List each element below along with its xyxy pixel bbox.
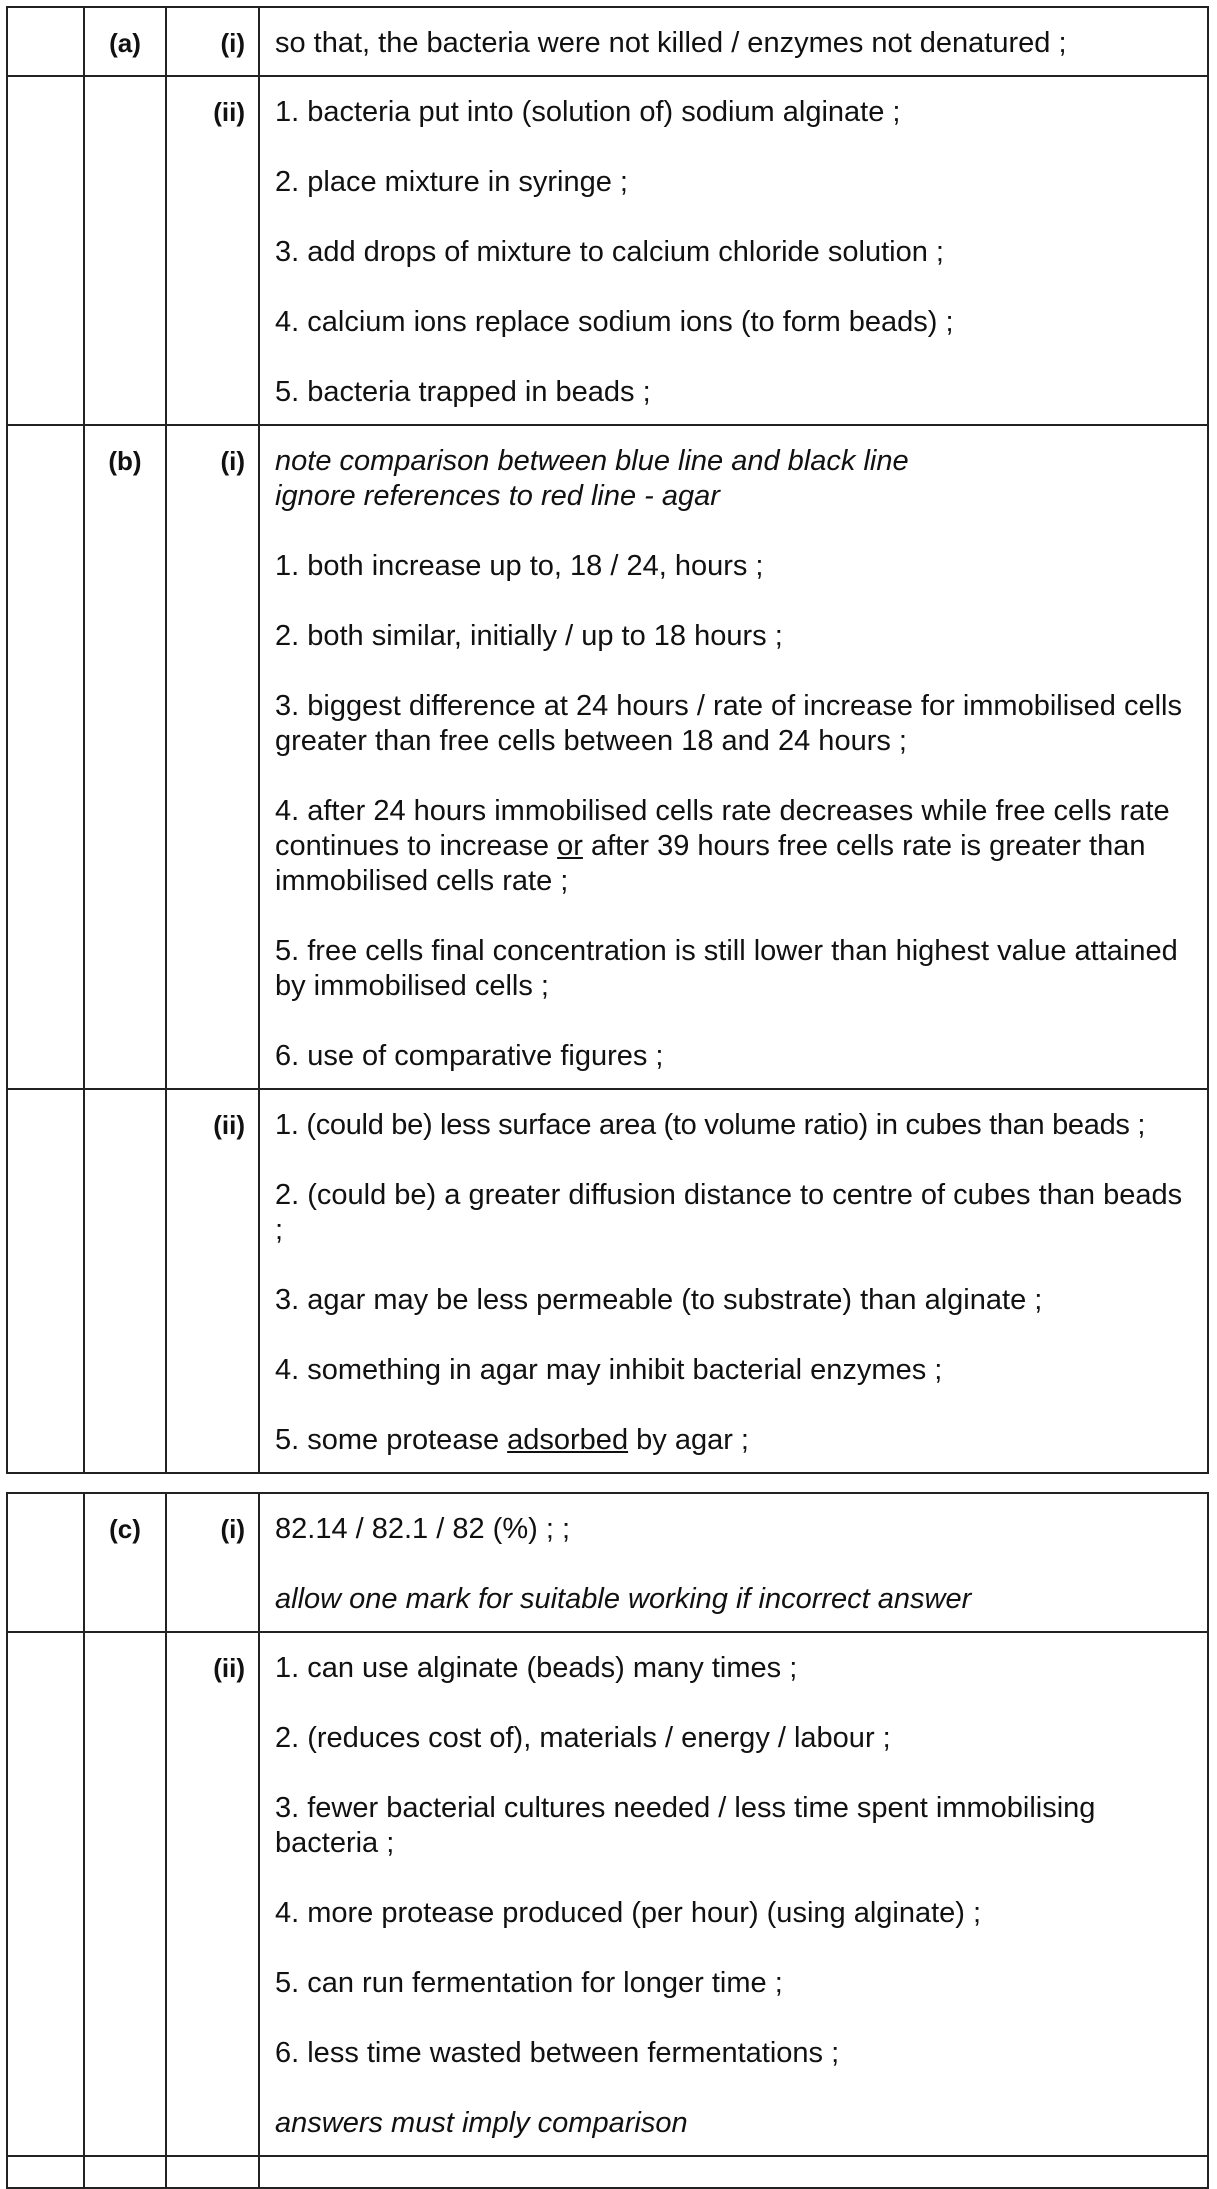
table-row bbox=[7, 1632, 1217, 2156]
subpart-label: (ii) bbox=[166, 1632, 259, 2156]
answer-text: 4. after 24 hours immobilised cells rate decreases while free cells rate continues to increase bbox=[275, 795, 1170, 862]
underlined-word: adsorbed bbox=[507, 1424, 629, 1456]
part-label bbox=[84, 1632, 166, 2156]
table-row bbox=[7, 2156, 1217, 2188]
answer-cell bbox=[259, 1493, 1208, 1632]
marks-cell bbox=[1208, 7, 1217, 76]
underlined-word: or bbox=[557, 830, 583, 862]
subpart-label: (i) bbox=[166, 1493, 259, 1632]
marks-cell bbox=[1208, 1493, 1217, 1632]
marks-cell bbox=[1208, 1632, 1217, 2156]
answer-cell bbox=[259, 1089, 1208, 1473]
part-label: (b) bbox=[84, 425, 166, 1089]
question-number-cell bbox=[7, 76, 84, 425]
table-row bbox=[7, 7, 1217, 76]
part-label: (a) bbox=[84, 7, 166, 76]
answer-line: 2. (reduces cost of), materials / energy / labour ; bbox=[275, 1722, 891, 1754]
examiner-note: answers must imply comparison bbox=[275, 2107, 688, 2139]
answer-line: 1. both increase up to, 18 / 24, hours ; bbox=[275, 550, 764, 582]
answer-line: 4. calcium ions replace sodium ions (to form beads) ; bbox=[275, 306, 954, 338]
answer-line: 5. free cells final concentration is still lower than highest value attained by immobilised cells ; bbox=[275, 935, 1178, 1002]
table-row bbox=[7, 1493, 1217, 1632]
answer-line: 6. less time wasted between fermentations ; bbox=[275, 2037, 840, 2069]
answer-line: 3. add drops of mixture to calcium chloride solution ; bbox=[275, 236, 944, 268]
answer-line: 6. use of comparative figures ; bbox=[275, 1040, 664, 1072]
question-number-cell bbox=[7, 1089, 84, 1473]
table-row bbox=[7, 76, 1217, 425]
answer-line: 1. bacteria put into (solution of) sodium alginate ; bbox=[275, 96, 901, 128]
answer-line: 3. fewer bacterial cultures needed / less time spent immobilising bacteria ; bbox=[275, 1792, 1096, 1859]
answer-line: 2. place mixture in syringe ; bbox=[275, 166, 628, 198]
answer-text: after 39 hours free cells rate is greater than immobilised cells rate ; bbox=[275, 830, 1146, 897]
answer-line bbox=[275, 1423, 1195, 1458]
answer-line: so that, the bacteria were not killed / enzymes not denatured ; bbox=[275, 27, 1067, 59]
subpart-label bbox=[166, 2156, 259, 2188]
answer-text: by agar ; bbox=[628, 1424, 749, 1456]
answer-cell bbox=[259, 76, 1208, 425]
marks-cell bbox=[1208, 2156, 1217, 2188]
subpart-label: (i) bbox=[166, 7, 259, 76]
question-number-cell bbox=[7, 7, 84, 76]
question-number-cell bbox=[7, 2156, 84, 2188]
part-label bbox=[84, 2156, 166, 2188]
question-number-cell bbox=[7, 425, 84, 1089]
marks-cell bbox=[1208, 1089, 1217, 1473]
note-line: ignore references to red line - agar bbox=[275, 480, 720, 512]
answer-cell bbox=[259, 425, 1208, 1089]
table-row bbox=[7, 425, 1217, 1089]
answer-line: 4. something in agar may inhibit bacterial enzymes ; bbox=[275, 1354, 943, 1386]
answer-line: 2. (could be) a greater diffusion distance to centre of cubes than beads ; bbox=[275, 1179, 1183, 1246]
marks-cell bbox=[1208, 76, 1217, 425]
table-row bbox=[7, 1089, 1217, 1473]
answer-text: 5. some protease bbox=[275, 1424, 508, 1456]
answer-line: 3. biggest difference at 24 hours / rate of increase for immobilised cells greater than free cells between 18 and 24 hours ; bbox=[275, 690, 1182, 757]
examiner-note bbox=[275, 444, 1195, 514]
answer-cell bbox=[259, 7, 1208, 76]
answer-line: 5. bacteria trapped in beads ; bbox=[275, 376, 651, 408]
question-number-cell bbox=[7, 1493, 84, 1632]
answer-line: 1. (could be) less surface area (to volume ratio) in cubes than beads ; bbox=[275, 1109, 1146, 1141]
note-line: note comparison between blue line and black line bbox=[275, 445, 909, 477]
answer-line: 4. more protease produced (per hour) (using alginate) ; bbox=[275, 1897, 982, 1929]
part-label bbox=[84, 76, 166, 425]
answer-line: 82.14 / 82.1 / 82 (%) ; ; bbox=[275, 1513, 570, 1545]
answer-line: 5. can run fermentation for longer time ; bbox=[275, 1967, 783, 1999]
mark-scheme-table-2 bbox=[6, 1492, 1217, 2189]
subpart-label: (ii) bbox=[166, 76, 259, 425]
subpart-label: (ii) bbox=[166, 1089, 259, 1473]
mark-scheme-table-1 bbox=[6, 6, 1217, 1474]
answer-cell bbox=[259, 1632, 1208, 2156]
part-label bbox=[84, 1089, 166, 1473]
answer-line: 2. both similar, initially / up to 18 hours ; bbox=[275, 620, 783, 652]
answer-cell bbox=[259, 2156, 1208, 2188]
answer-line bbox=[275, 794, 1195, 899]
part-label: (c) bbox=[84, 1493, 166, 1632]
answer-line: 1. can use alginate (beads) many times ; bbox=[275, 1652, 798, 1684]
marks-cell bbox=[1208, 425, 1217, 1089]
answer-line: 3. agar may be less permeable (to substrate) than alginate ; bbox=[275, 1284, 1043, 1316]
examiner-note: allow one mark for suitable working if incorrect answer bbox=[275, 1583, 972, 1615]
question-number-cell bbox=[7, 1632, 84, 2156]
subpart-label: (i) bbox=[166, 425, 259, 1089]
